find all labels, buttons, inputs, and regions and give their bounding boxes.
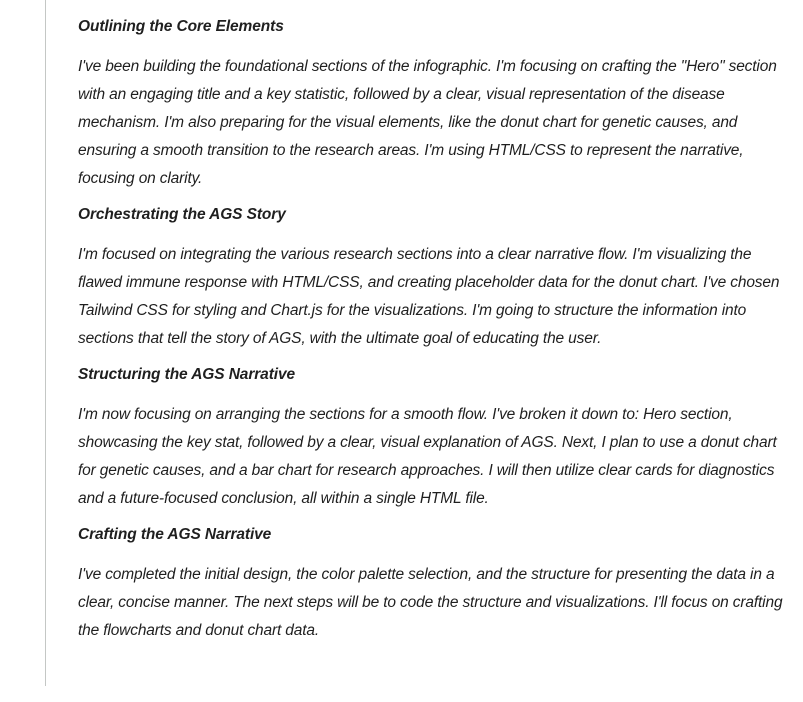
thought-section xyxy=(78,525,790,645)
thoughts-content xyxy=(78,17,790,657)
thought-section xyxy=(78,205,790,353)
thought-section-body: I'm focused on integrating the various research sections into a clear narrative flow. I'm visualizing the flawed immune response with HTML/CSS, and creating placeholder data for the donut chart. I've chosen Tailwind CSS for styling and Chart.js for the visualizations. I'm going to structure the information into sections that tell the story of AGS, with the ultimate goal of educating the user. xyxy=(78,246,780,347)
thought-section-title: Outlining the Core Elements xyxy=(78,18,284,35)
thought-section xyxy=(78,365,790,513)
thought-section-title: Crafting the AGS Narrative xyxy=(78,526,272,543)
thoughts-rail-divider xyxy=(45,0,46,686)
thought-section-title: Orchestrating the AGS Story xyxy=(78,206,286,223)
thought-section-body: I'm now focusing on arranging the sections for a smooth flow. I've broken it down to: Hero section, showcasing the key stat, followed by a clear, visual explanation of AGS. Next, I plan to use a donut chart for genetic causes, and a bar chart for research approaches. I will then utilize clear cards for diagnostics and a future-focused conclusion, all within a single HTML file. xyxy=(78,406,777,507)
thought-section xyxy=(78,17,790,193)
thought-section-body: I've been building the foundational sections of the infographic. I'm focusing on crafting the "Hero" section with an engaging title and a key statistic, followed by a clear, visual representation of the disease mechanism. I'm also preparing for the visual elements, like the donut chart for genetic causes, and ensuring a smooth transition to the research areas. I'm using HTML/CSS to represent the narrative, focusing on clarity. xyxy=(78,58,777,187)
thought-section-title: Structuring the AGS Narrative xyxy=(78,366,296,383)
thought-section-body: I've completed the initial design, the color palette selection, and the structure for presenting the data in a clear, concise manner. The next steps will be to code the structure and visualizations. I'll focus on crafting the flowcharts and donut chart data. xyxy=(78,566,783,639)
